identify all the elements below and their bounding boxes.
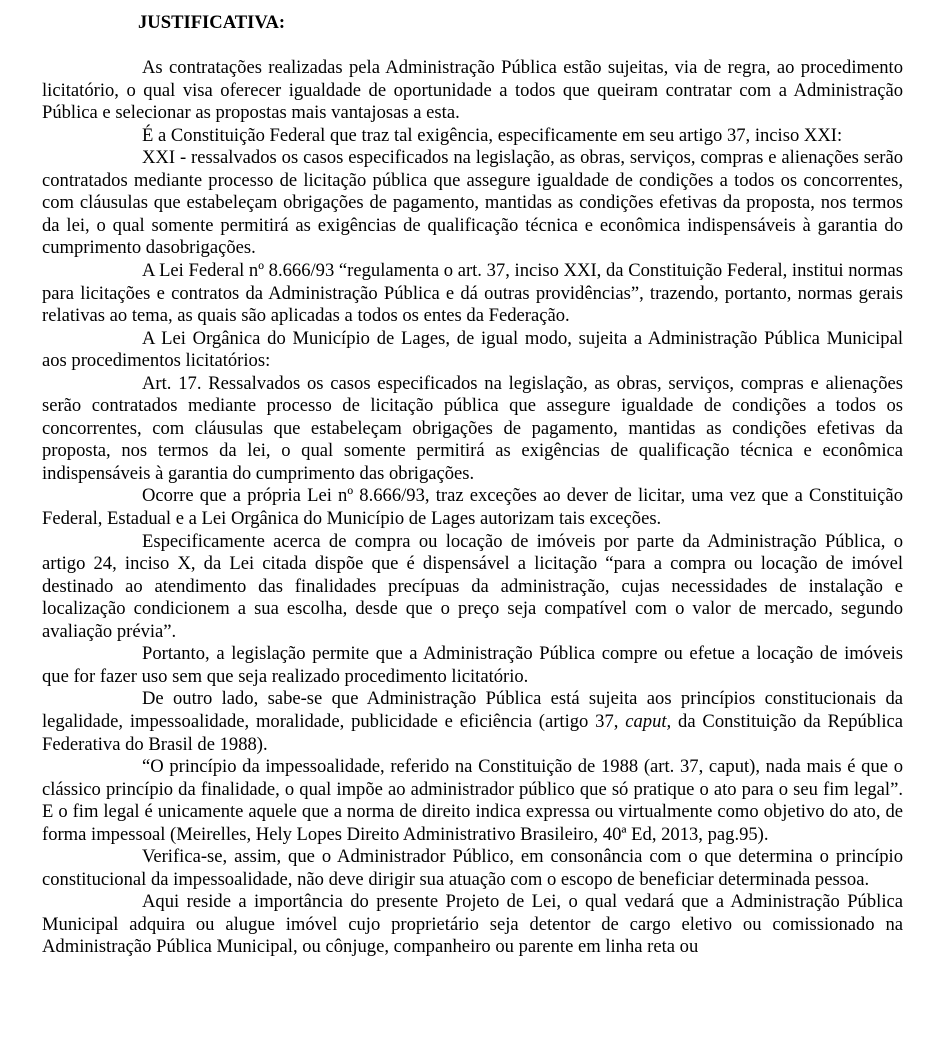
- paragraph-impessoalidade-quote: “O princípio da impessoalidade, referido na Constituição de 1988 (art. 37, caput), nada mais é que o clássico princípio da finalidade, o qual impõe ao administrador público que só pratique o ato para o seu fim legal”. E o fim legal é unicamente aquele que a norma de direito indica expressa ou virtualmente como objetivo do ato, de forma impessoal (Meirelles, Hely Lopes Direito Administrativo Brasileiro, 40ª Ed, 2013, pag.95).: [42, 756, 903, 845]
- paragraph-constitution: É a Constituição Federal que traz tal exigência, especificamente em seu artigo 37, inciso XXI:: [142, 124, 843, 146]
- paragraph-xxi-quote: XXI - ressalvados os casos especificados na legislação, as obras, serviços, compras e alienações serão contratados mediante processo de licitação pública que assegure igualdade de condições a todos os concorrentes, com cláusulas que estabeleçam obrigações de pagamento, mantidas as condições efetivas da proposta, nos termos da lei, o qual somente permitirá as exigências de qualificação técnica e econômica indispensáveis à garantia do cumprimento dasobrigações.: [42, 147, 903, 259]
- paragraph-projeto-de-lei: Aqui reside a importância do presente Projeto de Lei, o qual vedará que a Administração Pública Municipal adquira ou alugue imóvel cujo proprietário seja detentor de cargo eletivo ou comissionado na Administração Pública Municipal, ou cônjuge, companheiro ou parente em linha reta ou: [42, 891, 903, 958]
- caput-italic: caput,: [625, 710, 672, 732]
- paragraph-art-17: Art. 17. Ressalvados os casos especificados na legislação, as obras, serviços, compras e alienações serão contratados mediante processo de licitação pública que assegure igualdade de condições a todos os concorrentes, com cláusulas que estabeleçam obrigações de pagamento, mantidas as condições efetivas da proposta, nos termos da lei, o qual somente permitirá as exigências de qualificação técnica e econômica indispensáveis à garantia do cumprimento das obrigações.: [42, 372, 903, 484]
- paragraph-intro: As contratações realizadas pela Administração Pública estão sujeitas, via de regra, ao procedimento licitatório, o qual visa oferecer igualdade de oportunidade a todos que queiram contratar com a Administração Pública e selecionar as propostas mais vantajosas a esta.: [42, 57, 903, 124]
- paragraph-excecoes: Ocorre que a própria Lei nº 8.666/93, traz exceções ao dever de licitar, uma vez que a Constituição Federal, Estadual e a Lei Orgânica do Município de Lages autorizam tais exceções.: [42, 485, 903, 530]
- section-heading: JUSTIFICATIVA:: [138, 12, 286, 33]
- principios-text-after: da Constituição da República Federativa do Brasil de 1988).: [42, 710, 903, 755]
- paragraph-principios: [42, 688, 903, 756]
- blank-line: [42, 35, 903, 58]
- paragraph-lei-federal: A Lei Federal nº 8.666/93 “regulamenta o art. 37, inciso XXI, da Constituição Federal, institui normas para licitações e contratos da Administração Pública e dá outras providências”, trazendo, portanto, normas gerais relativas ao tema, as quais são aplicadas a todos os entes da Federação.: [42, 260, 903, 327]
- principios-text-before: De outro lado, sabe-se que Administração Pública está sujeita aos princípios constitucionais da legalidade, impessoalidade, moralidade, publicidade e eficiência (artigo 37,: [42, 688, 903, 732]
- document-page: [42, 0, 903, 959]
- paragraph-portanto: Portanto, a legislação permite que a Administração Pública compre ou efetue a locação de imóveis que for fazer uso sem que seja realizado procedimento licitatório.: [42, 643, 903, 687]
- paragraph-lei-organica: A Lei Orgânica do Município de Lages, de igual modo, sujeita a Administração Pública Municipal aos procedimentos licitatórios:: [42, 327, 903, 372]
- paragraph-verifica: Verifica-se, assim, que o Administrador Público, em consonância com o que determina o princípio constitucional da impessoalidade, não deve dirigir sua atuação com o escopo de beneficiar determinada pessoa.: [42, 846, 903, 890]
- paragraph-imoveis: Especificamente acerca de compra ou locação de imóveis por parte da Administração Pública, o artigo 24, inciso X, da Lei citada dispõe que é dispensável a licitação “para a compra ou locação de imóvel destinado ao atendimento das finalidades precípuas da administração, cujas necessidades de instalação e localização condicionem a sua escolha, desde que o preço seja compatível com o valor de mercado, segundo avaliação prévia”.: [42, 530, 903, 642]
